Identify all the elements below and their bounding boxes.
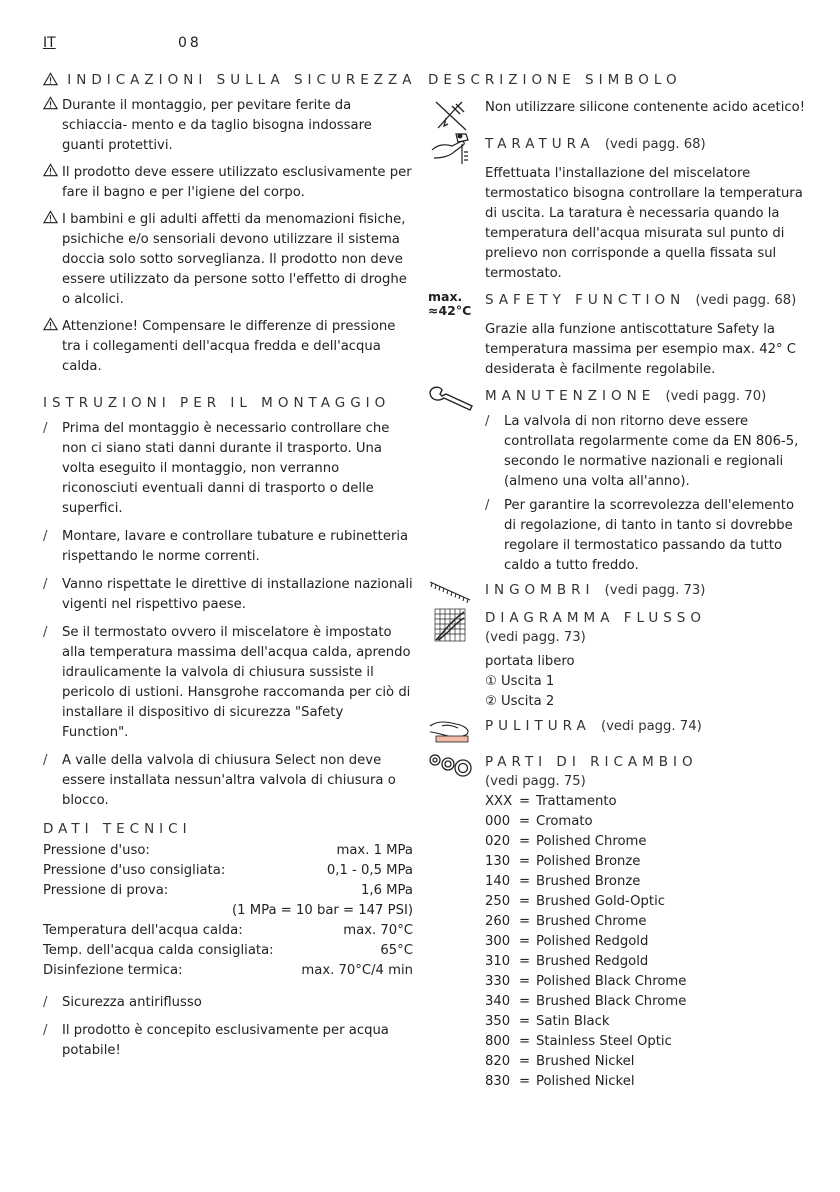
parts-row: 800 = Stainless Steel Optic: [485, 1032, 808, 1052]
max-temp-badge-bottom: ≈42°C: [428, 303, 472, 318]
warning-icon: [43, 96, 58, 110]
warning-icon: [43, 163, 58, 177]
part-name: Polished Black Chrome: [536, 974, 687, 989]
parts-row: XXX = Trattamento: [485, 792, 808, 812]
part-name: Polished Bronze: [536, 854, 641, 869]
safety-item: [43, 163, 413, 203]
parts-row: 820 = Brushed Nickel: [485, 1052, 808, 1072]
safety-function-ref: (vedi pagg. 68): [695, 293, 797, 308]
tech-row: [43, 961, 413, 981]
part-name: Trattamento: [536, 794, 617, 809]
tech-row: [43, 941, 413, 961]
tech-row: [43, 841, 413, 861]
safety-heading: [43, 70, 417, 92]
tech-value: max. 1 MPa: [336, 843, 413, 858]
assembly-item-text: Se il termostato ovvero il miscelatore è impostato alla temperatura massima dell'acqua calda, aprendo idraulicamente la valvola di chiusura sussiste il pericolo di ustioni. Hansgrohe raccomanda per ciò di installare il dispositivo di sicurezza "Safety Function".: [62, 625, 411, 740]
page-number: 08: [178, 35, 202, 51]
tech-label: Pressione d'uso consigliata:: [43, 863, 226, 878]
safety-item: [43, 317, 413, 377]
symbol-safety-function: [428, 290, 808, 380]
parts-list: [485, 792, 808, 1092]
assembly-item: [43, 575, 413, 615]
part-code: 300: [485, 934, 511, 949]
tech-table: [43, 841, 413, 981]
max-temp-badge-top: max.: [428, 289, 463, 304]
symbol-taratura: [428, 134, 808, 284]
ingombri-title: INGOMBRI: [485, 582, 595, 598]
max-temp-badge: [428, 290, 471, 318]
part-name: Stainless Steel Optic: [536, 1034, 672, 1049]
ricambio-ref: (vedi pagg. 75): [485, 774, 586, 789]
slash-bullet-icon: /: [485, 414, 490, 429]
part-name: Cromato: [536, 814, 593, 829]
part-code: 310: [485, 954, 511, 969]
part-code: 350: [485, 1014, 511, 1029]
part-name: Satin Black: [536, 1014, 610, 1029]
warning-icon: [43, 72, 58, 86]
tech-label: Pressione d'uso:: [43, 843, 150, 858]
pulitura-title: PULITURA: [485, 718, 591, 734]
tech-value: max. 70°C: [343, 923, 413, 938]
diagramma-caption: portata libero: [485, 654, 575, 669]
tech-row: [43, 861, 413, 881]
part-code: 800: [485, 1034, 511, 1049]
part-name: Brushed Black Chrome: [536, 994, 687, 1009]
right-column: [428, 70, 808, 1092]
assembly-item: [43, 623, 413, 743]
assembly-item-text: Vanno rispettate le direttive di installazione nazionali vigenti nel rispettivo paese.: [62, 577, 413, 612]
part-code: 130: [485, 854, 511, 869]
silicone-text: Non utilizzare silicone contenente acido acetico!: [485, 100, 805, 115]
slash-bullet-icon: /: [43, 753, 48, 768]
assembly-list: [43, 419, 413, 811]
tech-heading: DATI TECNICI: [43, 821, 192, 837]
parts-row: 300 = Polished Redgold: [485, 932, 808, 952]
tech-value: 0,1 - 0,5 MPa: [326, 863, 413, 878]
manutenzione-heading: [485, 386, 808, 410]
parts-row: 020 = Polished Chrome: [485, 832, 808, 852]
thermometer-hand-icon: [430, 130, 474, 168]
parts-row: 340 = Brushed Black Chrome: [485, 992, 808, 1012]
cleaning-hand-icon: [428, 716, 472, 744]
safety-function-title: SAFETY FUNCTION: [485, 292, 686, 308]
pulitura-ref: (vedi pagg. 74): [600, 719, 702, 734]
manutenzione-item: [485, 412, 808, 492]
parts-row: 130 = Polished Bronze: [485, 852, 808, 872]
part-code: 250: [485, 894, 511, 909]
legend-outlet-1: ① Uscita 1: [485, 674, 555, 689]
tech-row: [43, 901, 413, 921]
safety-item-text: I bambini e gli adulti affetti da menomazioni fisiche, psichiche e/o sensoriali devono utilizzare il sistema doccia solo sotto sorveglianza. Il prodotto non deve essere utilizzato da persone sotto l'effetto di droghe o alcolici.: [62, 212, 407, 307]
part-code: 330: [485, 974, 511, 989]
parts-row: 250 = Brushed Gold-Optic: [485, 892, 808, 912]
dimension-ruler-icon: [428, 578, 472, 604]
symbol-diagramma: [428, 608, 808, 712]
assembly-heading: ISTRUZIONI PER IL MONTAGGIO: [43, 395, 391, 411]
tech-notes: [43, 993, 413, 1061]
tech-label: Temperatura dell'acqua calda:: [43, 923, 243, 938]
tech-label: Temp. dell'acqua calda consigliata:: [43, 943, 274, 958]
part-code: 820: [485, 1054, 511, 1069]
assembly-item: [43, 419, 413, 519]
taratura-heading: [485, 134, 808, 158]
manutenzione-ref: (vedi pagg. 70): [665, 389, 767, 404]
safety-item-text: Durante il montaggio, per pevitare ferite da schiaccia- mento e da taglio bisogna indossare guanti protettivi.: [62, 98, 372, 153]
diagramma-ref: (vedi pagg. 73): [485, 630, 586, 645]
part-code: XXX: [485, 794, 513, 809]
slash-bullet-icon: /: [43, 1023, 48, 1038]
part-name: Polished Chrome: [536, 834, 647, 849]
tech-note-text: Il prodotto è concepito esclusivamente per acqua potabile!: [62, 1023, 389, 1058]
safety-item: [43, 210, 413, 310]
parts-row: 830 = Polished Nickel: [485, 1072, 808, 1092]
manutenzione-item-text: La valvola di non ritorno deve essere controllata regolarmente come da EN 806-5, secondo le normative nazionali e regionali (almeno una volta all'anno).: [504, 414, 799, 489]
part-code: 260: [485, 914, 511, 929]
tech-row: [43, 921, 413, 941]
ricambio-title: PARTI DI RICAMBIO: [485, 754, 698, 770]
part-name: Polished Nickel: [536, 1074, 635, 1089]
part-code: 340: [485, 994, 511, 1009]
manutenzione-item-text: Per garantire la scorrevolezza dell'elemento di regolazione, di tanto in tanto si dovrebbe regolare il termostatico passando da tutto caldo a tutto freddo.: [504, 498, 795, 573]
slash-bullet-icon: /: [43, 625, 48, 640]
part-code: 830: [485, 1074, 511, 1089]
safety-item-text: Attenzione! Compensare le differenze di pressione tra i collegamenti dell'acqua fredda e dell'acqua calda.: [62, 319, 396, 374]
assembly-item-text: Montare, lavare e controllare tubature e rubinetteria rispettando le norme correnti.: [62, 529, 409, 564]
taratura-text: Effettuata l'installazione del miscelatore termostatico bisogna controllare la temperatura di uscita. La taratura è necessaria quando la temperatura dell'acqua misurata sul punto di prelievo non corrisponde a quella fissata sul termostato.: [485, 166, 803, 281]
symbols-heading: DESCRIZIONE SIMBOLO: [428, 72, 682, 88]
tech-note-text: Sicurezza antiriflusso: [62, 995, 202, 1010]
parts-row: 140 = Brushed Bronze: [485, 872, 808, 892]
symbol-pulitura: [428, 716, 808, 748]
assembly-item-text: Prima del montaggio è necessario controllare che non ci siano stati danni durante il trasporto. Una volta eseguito il montaggio, non verranno riconosciuti eventuali danni di trasporto o delle superfici.: [62, 421, 390, 516]
parts-row: 000 = Cromato: [485, 812, 808, 832]
part-name: Brushed Nickel: [536, 1054, 635, 1069]
silicone-gun-icon: [434, 100, 468, 132]
part-name: Brushed Chrome: [536, 914, 647, 929]
taratura-title: TARATURA: [485, 136, 595, 152]
tech-value: (1 MPa = 10 bar = 147 PSI): [232, 903, 413, 918]
assembly-item-text: A valle della valvola di chiusura Select non deve essere installata nessun'altra valvola di chiusura o blocco.: [62, 753, 396, 808]
part-name: Polished Redgold: [536, 934, 649, 949]
safety-function-heading: [485, 290, 808, 314]
tech-label: Pressione di prova:: [43, 883, 169, 898]
symbol-ricambio: [428, 752, 808, 1092]
part-code: 140: [485, 874, 511, 889]
spare-parts-icon: [428, 752, 474, 778]
safety-title: INDICAZIONI SULLA SICUREZZA: [67, 72, 417, 88]
tech-value: max. 70°C/4 min: [301, 963, 413, 978]
parts-row: 350 = Satin Black: [485, 1012, 808, 1032]
symbol-manutenzione: [428, 386, 808, 576]
part-code: 020: [485, 834, 511, 849]
manutenzione-title: MANUTENZIONE: [485, 388, 656, 404]
tech-value: 65°C: [380, 943, 413, 958]
ingombri-ref: (vedi pagg. 73): [604, 583, 706, 598]
legend-outlet-2: ② Uscita 2: [485, 694, 555, 709]
part-name: Brushed Redgold: [536, 954, 649, 969]
part-code: 000: [485, 814, 511, 829]
slash-bullet-icon: /: [43, 529, 48, 544]
left-column: [43, 70, 417, 1069]
parts-row: 260 = Brushed Chrome: [485, 912, 808, 932]
manutenzione-item: [485, 496, 808, 576]
diagramma-title: DIAGRAMMA FLUSSO: [485, 610, 706, 626]
safety-function-text: Grazie alla funzione antiscottature Safety la temperatura massima per esempio max. 42° C desiderata è facilmente regolabile.: [485, 322, 797, 377]
parts-row: 310 = Brushed Redgold: [485, 952, 808, 972]
wrench-icon: [428, 386, 474, 412]
symbol-ingombri: [428, 580, 808, 604]
tech-row: [43, 881, 413, 901]
part-name: Brushed Bronze: [536, 874, 641, 889]
assembly-item: [43, 527, 413, 567]
part-name: Brushed Gold-Optic: [536, 894, 666, 909]
safety-item: [43, 96, 413, 156]
symbol-silicone: [428, 98, 808, 128]
slash-bullet-icon: /: [43, 577, 48, 592]
parts-row: 330 = Polished Black Chrome: [485, 972, 808, 992]
tech-note: [43, 1021, 413, 1061]
slash-bullet-icon: /: [43, 995, 48, 1010]
slash-bullet-icon: /: [485, 498, 490, 513]
flow-diagram-icon: [434, 608, 466, 642]
safety-list: [43, 96, 413, 377]
warning-icon: [43, 317, 58, 331]
language-code: IT: [43, 35, 56, 51]
warning-icon: [43, 210, 58, 224]
tech-value: 1,6 MPa: [361, 883, 413, 898]
taratura-ref: (vedi pagg. 68): [604, 137, 706, 152]
tech-label: Disinfezione termica:: [43, 963, 183, 978]
safety-item-text: Il prodotto deve essere utilizzato esclusivamente per fare il bagno e per l'igiene del corpo.: [62, 165, 412, 200]
slash-bullet-icon: /: [43, 421, 48, 436]
assembly-item: [43, 751, 413, 811]
tech-note: [43, 993, 413, 1013]
